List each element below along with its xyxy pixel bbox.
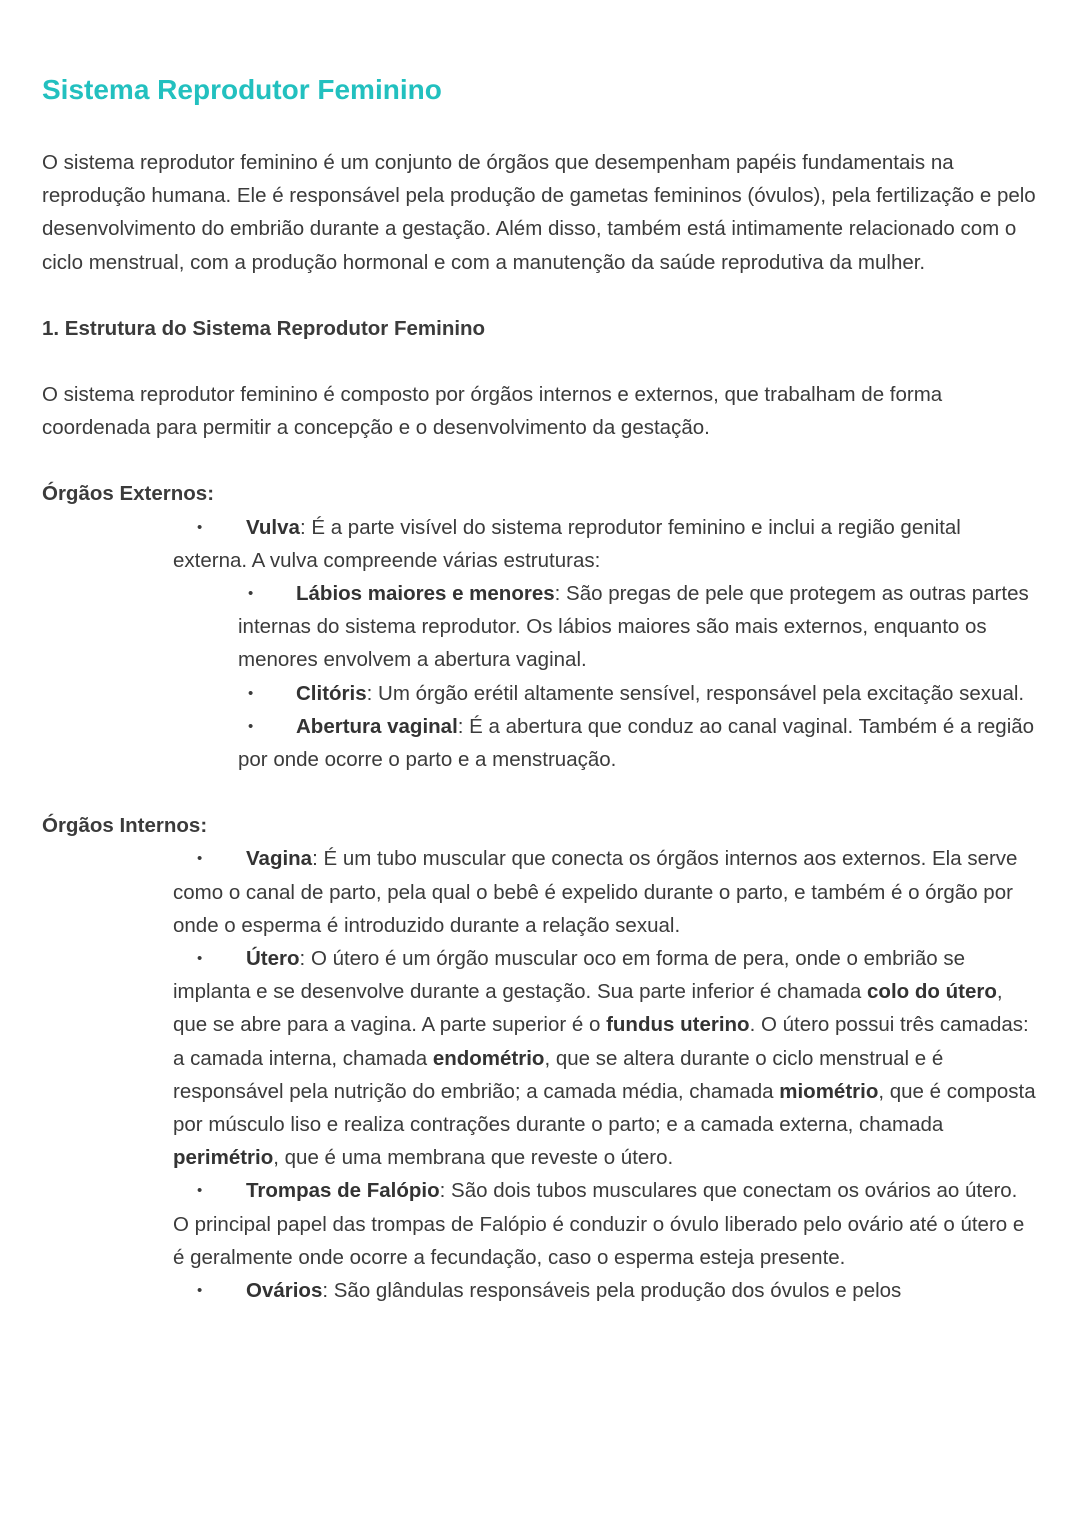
bullet-icon: • [248,585,254,603]
bullet-icon: • [197,518,203,536]
term-fundus-uterino: fundus uterino [606,1013,750,1037]
term-endometrio: endométrio [432,1046,545,1070]
page-title: Sistema Reprodutor Feminino [42,74,442,105]
term-vagina: Vagina [246,847,313,871]
external-organs-list [42,511,1036,577]
bullet-icon: • [197,850,203,868]
text-utero-4: , que se altera durante o ciclo menstrual e é responsável pela nutrição do embrião; a camada média, chamada [173,1046,944,1103]
section-heading: 1. Estrutura do Sistema Reprodutor Feminino [42,316,486,340]
text-clitoris: : Um órgão erétil altamente sensível, responsável pela excitação sexual. [366,681,1025,705]
list-item-vulva [173,511,1036,577]
external-organs-heading: Órgãos Externos: [42,482,215,506]
text-utero-6: , que é uma membrana que reveste o útero. [273,1146,674,1170]
text-abertura: : É a abertura que conduz ao canal vaginal. Também é a região por onde ocorre o parto e a menstruação. [238,714,1035,772]
list-item-utero [173,942,1036,1174]
text-utero-3: . O útero possui três camadas: a camada interna, chamada [173,1013,1029,1070]
bullet-icon: • [248,684,254,702]
list-item-trompas [173,1174,1036,1274]
term-labios: Lábios maiores e menores [296,582,555,606]
list-item-ovarios [173,1274,1036,1307]
term-miometrio: miométrio [779,1079,879,1103]
text-trompas: : São dois tubos musculares que conectam os ovários ao útero. O principal papel das trompas de Falópio é conduzir o óvulo liberado pelo ovário até o útero e é geralmente onde ocorre a fecundação, caso o esperma esteja presente. [173,1179,1025,1269]
text-utero-5: , que é composta por músculo liso e realiza contrações durante o parto; e a camada externa, chamada [173,1079,1036,1137]
term-abertura: Abertura vaginal [296,714,458,738]
term-vulva: Vulva [246,515,300,539]
bullet-icon: • [197,1282,203,1300]
bullet-icon: • [197,1182,203,1200]
section-paragraph: O sistema reprodutor feminino é composto por órgãos internos e externos, que trabalham de forma coordenada para permitir a concepção e o desenvolvimento da gestação. [42,383,943,440]
list-item-vagina [173,842,1036,942]
list-item-clitoris [238,677,1036,710]
text-utero-2: , que se abre para a vagina. A parte superior é o [173,980,1003,1037]
term-ovarios: Ovários [246,1279,323,1303]
list-item-labios [238,577,1036,677]
intro-paragraph: O sistema reprodutor feminino é um conjunto de órgãos que desempenham papéis fundamentais na reprodução humana. Ele é responsável pela produção de gametas femininos (óvulos), pela fertilização e pelo desenvolvimento do embrião durante a gestação. Além disso, também está intimamente relacionado com o ciclo menstrual, com a produção hormonal e com a manutenção da saúde reprodutiva da mulher. [42,151,1036,274]
text-utero-1: : O útero é um órgão muscular oco em forma de pera, onde o embrião se implanta e se desenvolve durante a gestação. Sua parte inferior é chamada [173,947,965,1004]
vulva-structures-list [42,577,1036,776]
bullet-icon: • [248,717,254,735]
text-ovarios: : São glândulas responsáveis pela produção dos óvulos e pelos [322,1279,902,1303]
text-labios: : São pregas de pele que protegem as outras partes internas do sistema reprodutor. Os lábios maiores são mais externos, enquanto os menores envolvem a abertura vaginal. [238,582,1029,672]
term-trompas: Trompas de Falópio [246,1179,440,1203]
list-item-abertura [238,710,1036,776]
internal-organs-heading: Órgãos Internos: [42,814,208,838]
term-utero: Útero [246,947,300,971]
bullet-icon: • [197,950,203,968]
term-colo-do-utero: colo do útero [867,980,997,1004]
term-perimetrio: perimétrio [173,1146,274,1170]
text-vagina: : É um tubo muscular que conecta os órgãos internos aos externos. Ela serve como o canal de parto, pela qual o bebê é expelido durante o parto, e também é o órgão por onde o esperma é introduzido durante a relação sexual. [173,847,1018,937]
internal-organs-list [42,842,1036,1307]
text-vulva: : É a parte visível do sistema reprodutor feminino e inclui a região genital externa. A vulva compreende várias estruturas: [173,515,961,572]
term-clitoris: Clitóris [296,681,367,705]
